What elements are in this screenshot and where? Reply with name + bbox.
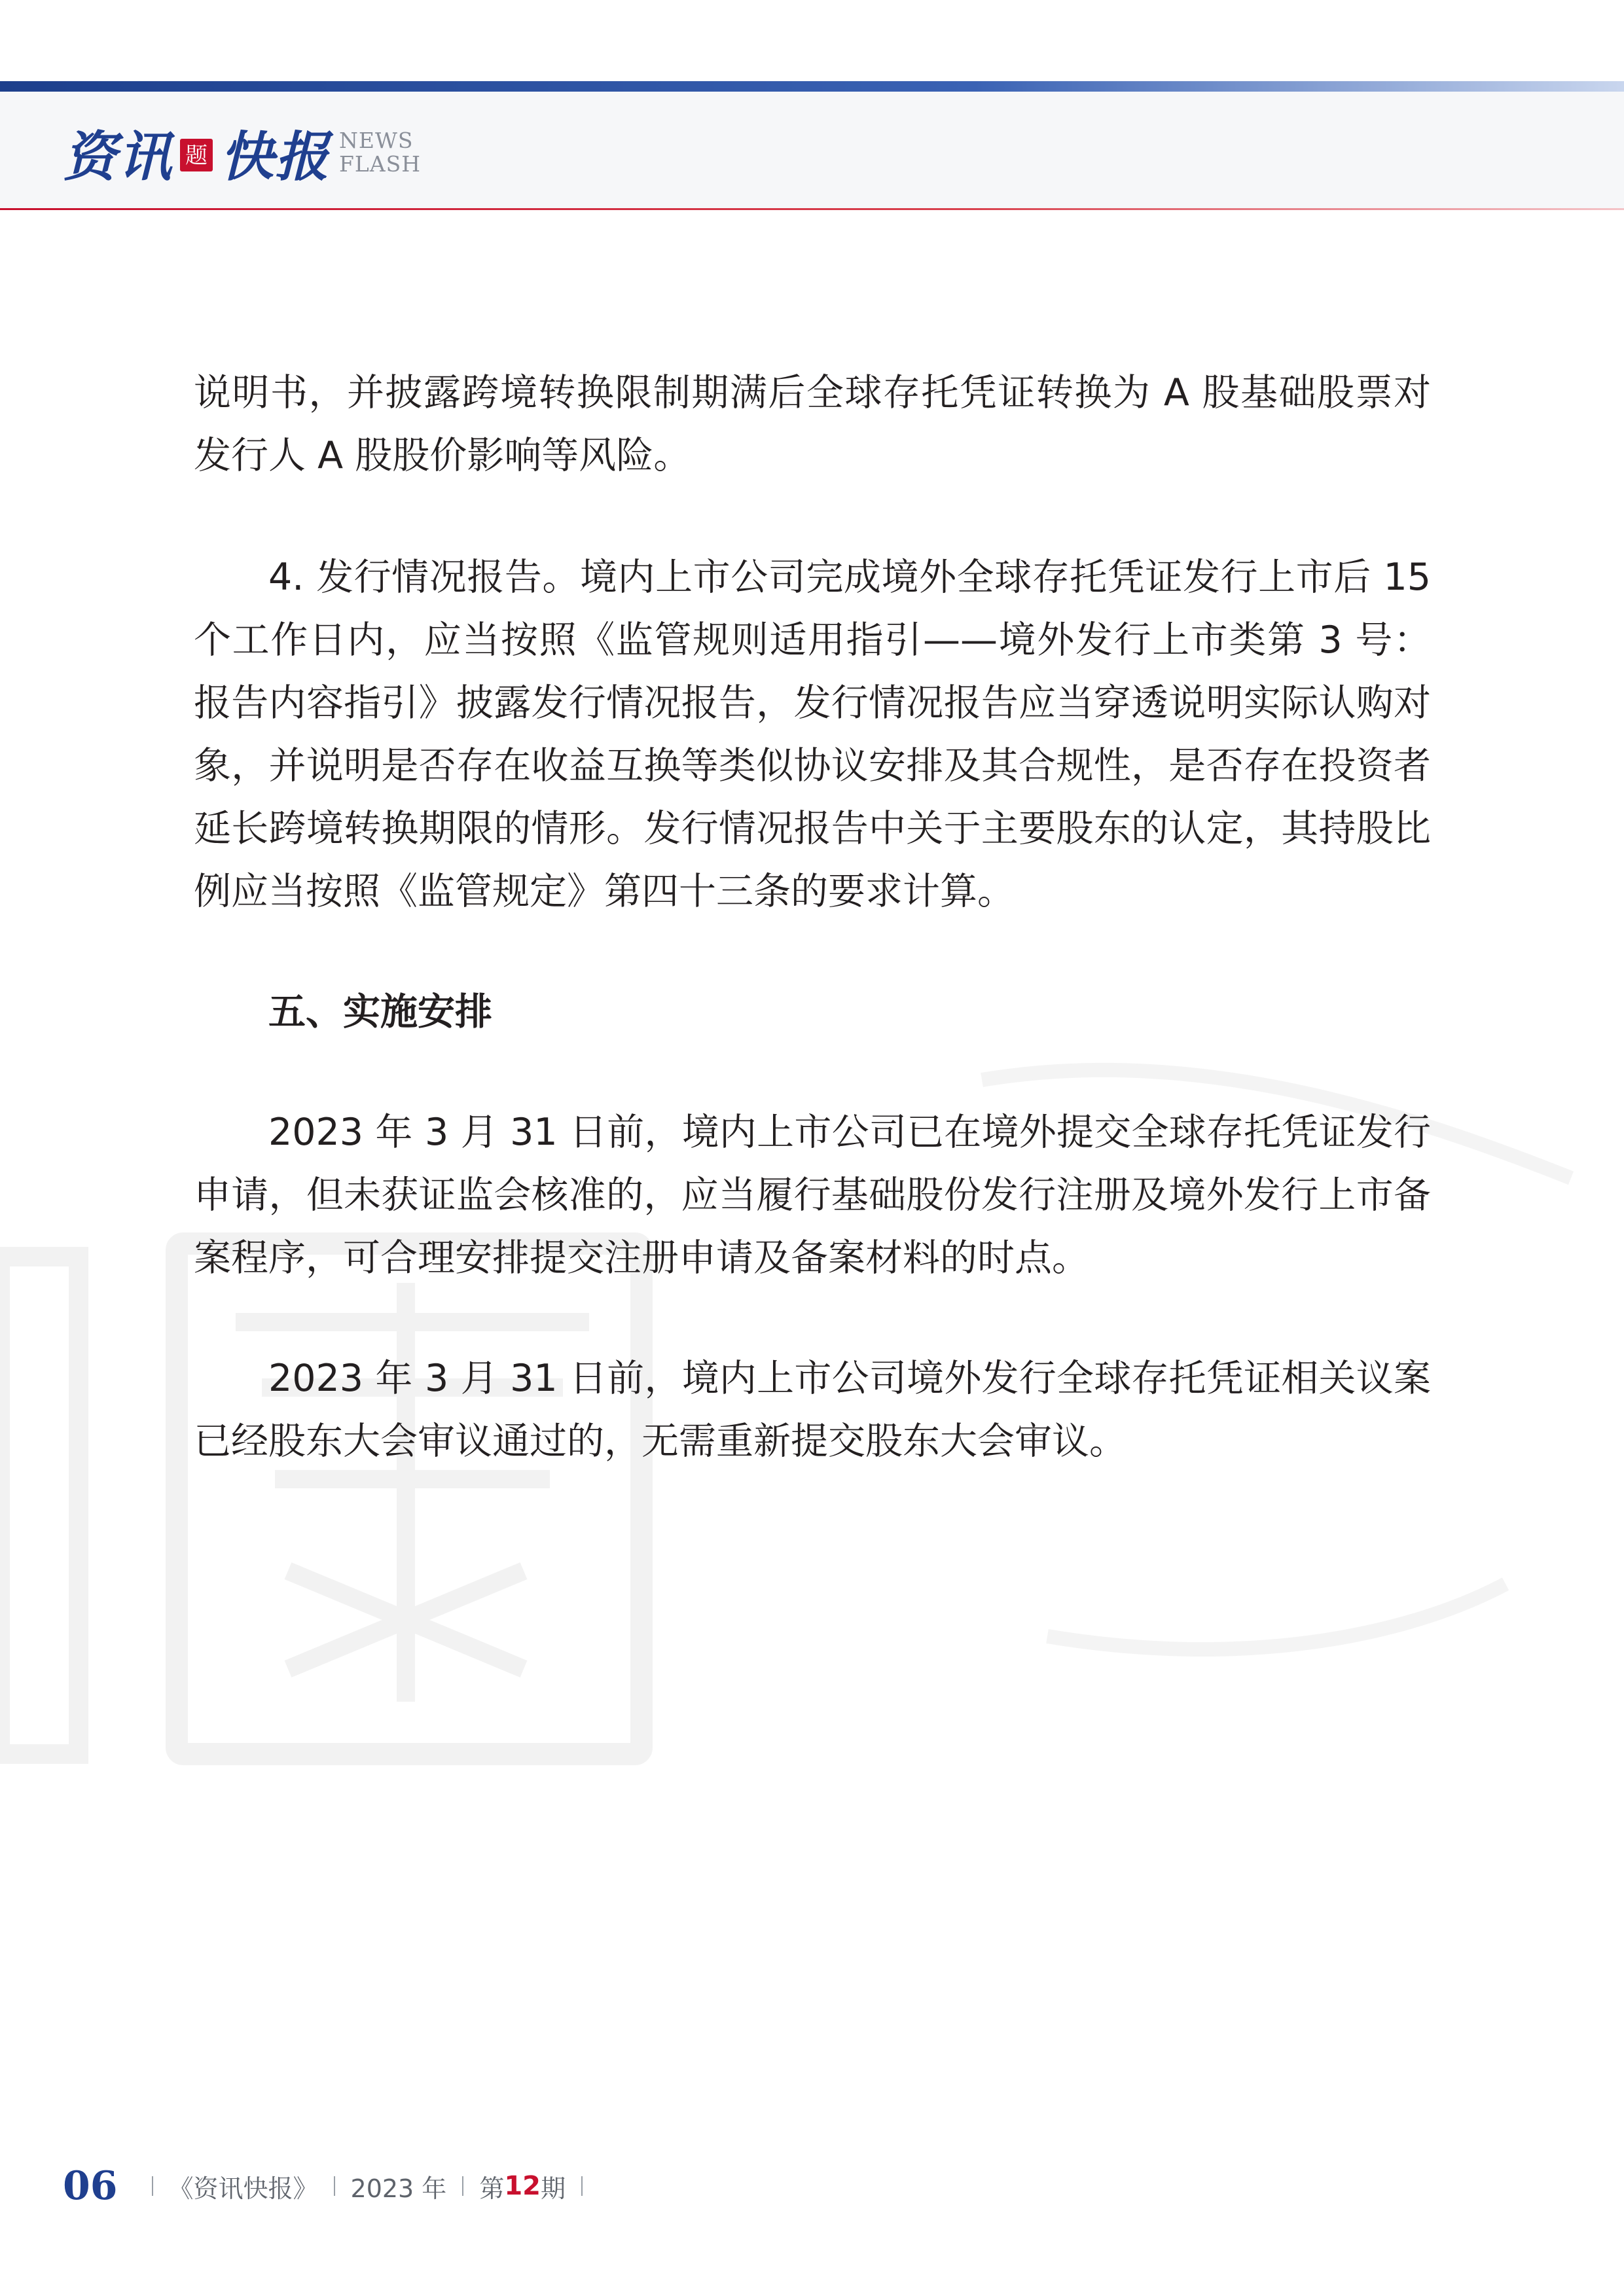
- paragraph-implementation-1: 2023 年 3 月 31 日前，境内上市公司已在境外提交全球存托凭证发行申请，但未获证监会核准的，应当履行基础股份发行注册及境外发行上市备案程序，可合理安排提交注册申请及备案材料的时点。: [194, 1111, 1431, 1280]
- logo-text-right: 快报: [220, 125, 330, 188]
- section-heading: 五、实施安排: [268, 990, 492, 1033]
- paragraph-continued: 说明书，并披露跨境转换限制期满后全球存托凭证转换为 A 股基础股票对发行人 A 股股价影响等风险。: [194, 371, 1431, 477]
- page-footer: [63, 2160, 598, 2212]
- article-body: [194, 361, 1431, 1473]
- publication-name: 《资讯快报》: [168, 2174, 318, 2203]
- footer-divider: [462, 2176, 463, 2196]
- page-number: 06: [63, 2163, 118, 2209]
- logo-text-left: 资讯: [63, 125, 173, 188]
- issue-prefix: 第: [479, 2174, 505, 2203]
- svg-text:题: 题: [185, 143, 208, 169]
- logo-en-line2: FLASH: [339, 151, 422, 177]
- logo-en-line1: NEWS: [339, 128, 414, 153]
- footer-divider: [334, 2176, 335, 2196]
- logo-english: [339, 129, 421, 176]
- news-flash-logo: [63, 117, 421, 188]
- header-top-bar: [0, 81, 1624, 92]
- header-rule: [0, 208, 1624, 210]
- issue-year: 2023 年: [350, 2174, 447, 2203]
- footer-divider: [152, 2176, 153, 2196]
- seal-icon: [179, 138, 213, 172]
- paragraph-implementation-2: 2023 年 3 月 31 日前，境内上市公司境外发行全球存托凭证相关议案已经股东大会审议通过的，无需重新提交股东大会审议。: [194, 1357, 1431, 1463]
- issue-number: 12: [504, 2171, 541, 2201]
- issue-suffix: 期: [541, 2174, 566, 2203]
- paragraph-issuance-report: 4. 发行情况报告。境内上市公司完成境外全球存托凭证发行上市后 15 个工作日内，应当按照《监管规则适用指引——境外发行上市类第 3 号：报告内容指引》披露发行情况报告，发行情况报告应当穿透说明实际认购对象，并说明是否存在收益互换等类似协议安排及其合规性，是否存在投资者延长跨境转换期限的情形。发行情况报告中关于主要股东的认定，其持股比例应当按照《监管规定》第四十三条的要求计算。: [194, 556, 1431, 913]
- footer-divider: [581, 2176, 583, 2196]
